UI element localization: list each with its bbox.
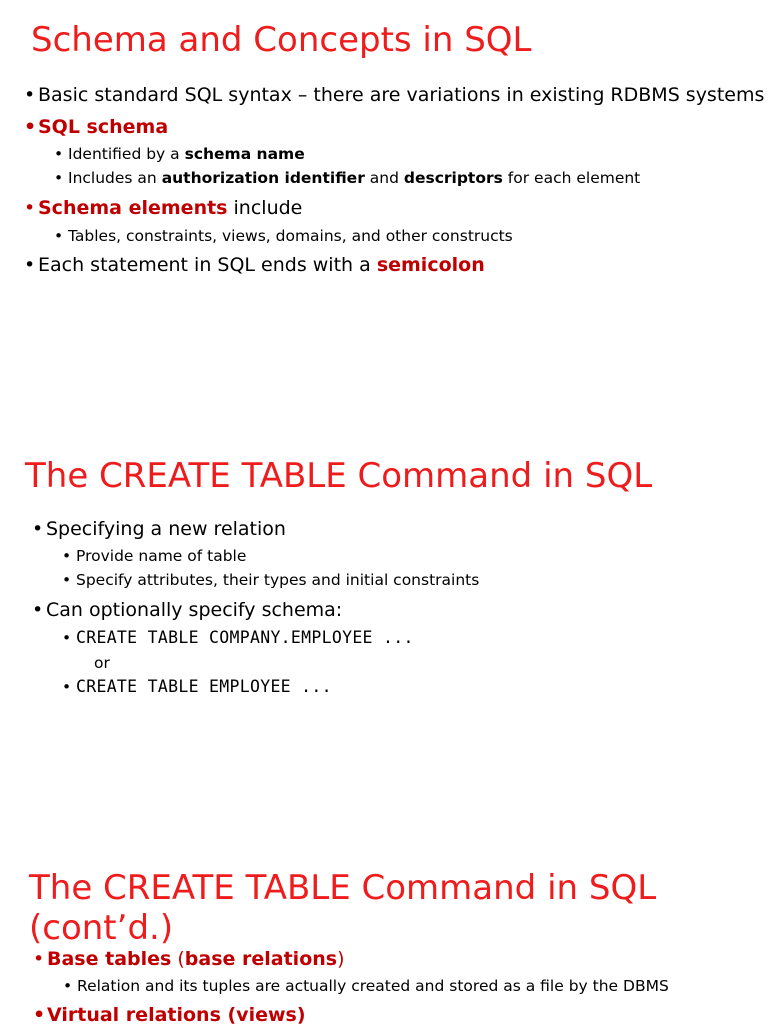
bullet-basic-syntax bbox=[24, 84, 764, 106]
bullet-marker: • bbox=[33, 1004, 46, 1026]
bullet-marker: • bbox=[24, 254, 36, 276]
bullet-marker: • bbox=[24, 116, 37, 138]
bullet-text: Virtual relations (views) bbox=[47, 1004, 306, 1026]
bullet-marker: • bbox=[32, 599, 44, 621]
subbullet-authorization bbox=[54, 169, 640, 187]
text-part: include bbox=[227, 197, 303, 219]
text-part: for each element bbox=[502, 169, 641, 187]
bullet-text: Basic standard SQL syntax – there are variations in existing RDBMS systems bbox=[38, 84, 765, 106]
code-text: CREATE TABLE COMPANY.EMPLOYEE ... bbox=[76, 628, 414, 647]
or-separator: or bbox=[94, 654, 110, 672]
bullet-marker: • bbox=[62, 571, 72, 589]
title-line-1: The CREATE TABLE Command in SQL bbox=[29, 868, 657, 908]
term-base-tables: Base tables bbox=[47, 948, 172, 970]
text-part: Each statement in SQL ends with a bbox=[38, 254, 377, 276]
bullet-text: Can optionally specify schema: bbox=[46, 599, 343, 621]
subbullet-name-of-table bbox=[62, 547, 246, 565]
slide-title: The CREATE TABLE Command in SQL bbox=[25, 456, 653, 496]
bullet-new-relation bbox=[32, 518, 286, 540]
bullet-marker: • bbox=[24, 197, 36, 219]
bullet-text: SQL schema bbox=[38, 116, 169, 138]
bullet-schema-elements bbox=[24, 197, 302, 219]
bullet-base-tables bbox=[33, 948, 345, 970]
bullet-marker: • bbox=[54, 145, 64, 163]
code-line-company-employee bbox=[62, 628, 414, 647]
bullet-marker: • bbox=[63, 977, 73, 995]
text-part: and bbox=[364, 169, 404, 187]
text-part: Includes an bbox=[68, 169, 162, 187]
subbullet-relation-tuples bbox=[63, 977, 669, 995]
text-part: ( bbox=[171, 948, 185, 970]
bullet-text: Specifying a new relation bbox=[46, 518, 286, 540]
bullet-marker: • bbox=[32, 518, 44, 540]
text-part: Identified by a bbox=[68, 145, 185, 163]
bullet-marker: • bbox=[62, 629, 72, 647]
bullet-text: Specify attributes, their types and initial constraints bbox=[76, 571, 480, 589]
bullet-text: Tables, constraints, views, domains, and other constructs bbox=[68, 227, 513, 245]
bullet-marker: • bbox=[24, 84, 36, 106]
term-schema-name: schema name bbox=[184, 145, 305, 163]
slide-title bbox=[29, 868, 656, 948]
bullet-marker: • bbox=[54, 169, 64, 187]
term-semicolon: semicolon bbox=[376, 254, 485, 276]
bullet-virtual-relations bbox=[33, 1004, 306, 1026]
term-authorization-identifier: authorization identifier bbox=[161, 169, 365, 187]
bullet-marker: • bbox=[54, 227, 64, 245]
bullet-optional-schema bbox=[32, 599, 342, 621]
bullet-text: Relation and its tuples are actually created and stored as a file by the DBMS bbox=[77, 977, 669, 995]
bullet-text: Provide name of table bbox=[76, 547, 247, 565]
bullet-marker: • bbox=[33, 948, 45, 970]
term-descriptors: descriptors bbox=[403, 169, 503, 187]
bullet-marker: • bbox=[62, 547, 72, 565]
text-part: ) bbox=[337, 948, 345, 970]
slide-title: Schema and Concepts in SQL bbox=[31, 20, 532, 60]
code-text: CREATE TABLE EMPLOYEE ... bbox=[76, 677, 332, 696]
term-schema-elements: Schema elements bbox=[38, 197, 228, 219]
subbullet-attributes bbox=[62, 571, 479, 589]
bullet-sql-schema bbox=[24, 116, 168, 138]
subbullet-schema-name bbox=[54, 145, 305, 163]
bullet-semicolon bbox=[24, 254, 485, 276]
code-line-employee bbox=[62, 677, 332, 696]
title-line-2: (cont’d.) bbox=[29, 908, 174, 948]
bullet-marker: • bbox=[62, 678, 72, 696]
term-base-relations: base relations bbox=[184, 948, 338, 970]
subbullet-tables-constraints bbox=[54, 227, 513, 245]
